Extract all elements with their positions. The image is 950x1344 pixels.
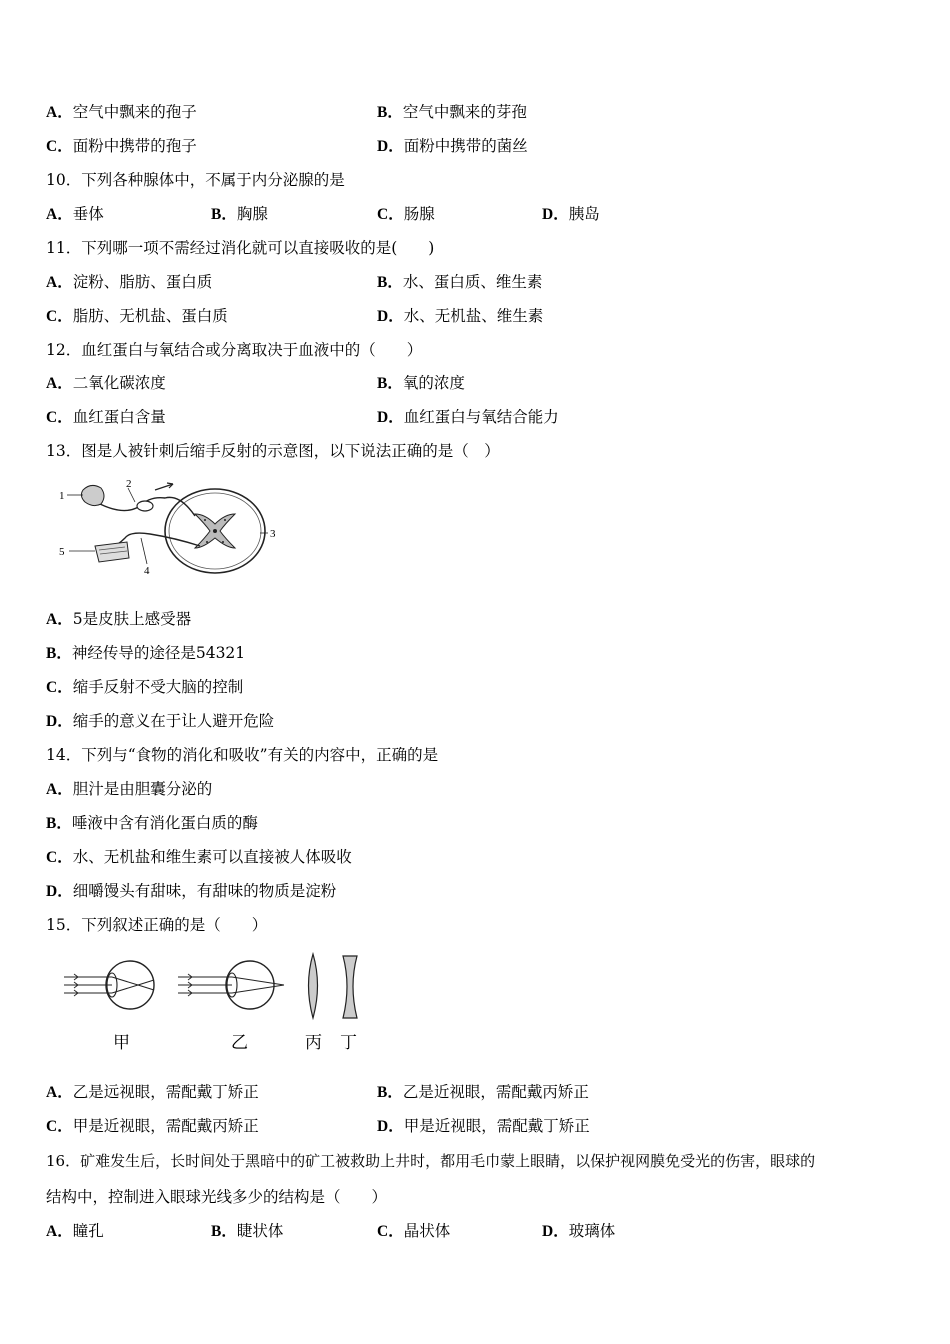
q16-option-b: B．睫状体 xyxy=(211,1222,284,1240)
convex-lens xyxy=(309,954,318,1018)
q16-option-d: D．玻璃体 xyxy=(542,1222,616,1240)
q10-option-a: A．垂体 xyxy=(46,205,104,223)
eye-label-jia: 甲 xyxy=(113,1033,130,1053)
q12-option-a: A．二氧化碳浓度 xyxy=(46,374,166,392)
q16-option-c: C．晶状体 xyxy=(377,1222,451,1240)
q13-option-d: D．缩手的意义在于让人避开危险 xyxy=(46,712,275,730)
q11-option-c: C．脂肪、无机盐、蛋白质 xyxy=(46,307,228,325)
q10-option-d: D．胰岛 xyxy=(542,205,600,223)
q14-option-b: B．唾液中含有消化蛋白质的酶 xyxy=(46,814,258,832)
q14-option-c: C．水、无机盐和维生素可以直接被人体吸收 xyxy=(46,848,352,866)
q13-option-a: A．5是皮肤上感受器 xyxy=(46,610,192,628)
q15-option-a: A．乙是远视眼，需配戴丁矫正 xyxy=(46,1083,259,1101)
q12-stem: 12．血红蛋白与氧结合或分离取决于血液中的（ ） xyxy=(46,341,423,359)
lens-label-bing: 丙 xyxy=(305,1033,322,1053)
q15-option-d: D．甲是近视眼，需配戴丁矫正 xyxy=(377,1117,590,1135)
q9-option-d: D．面粉中携带的菌丝 xyxy=(377,137,528,155)
reflex-arc-diagram xyxy=(55,476,280,576)
q15-stem: 15．下列叙述正确的是（ ） xyxy=(46,916,268,934)
lens-label-ding: 丁 xyxy=(340,1033,357,1053)
q11-option-d: D．水、无机盐、维生素 xyxy=(377,307,544,325)
q15-option-c: C．甲是近视眼，需配戴丙矫正 xyxy=(46,1117,259,1135)
q11-option-b: B．水、蛋白质、维生素 xyxy=(377,273,543,291)
reflex-label-4: 4 xyxy=(144,565,150,576)
eye-label-yi: 乙 xyxy=(231,1033,248,1053)
q10-option-b: B．胸腺 xyxy=(211,205,268,223)
q10-option-c: C．肠腺 xyxy=(377,205,435,223)
q14-option-a: A．胆汁是由胆囊分泌的 xyxy=(46,780,213,798)
q16-stem-line1: 16．矿难发生后，长时间处于黑暗中的矿工被救助上井时，都用毛巾蒙上眼睛，以保护视网膜免受光的伤害，眼球的 xyxy=(46,1152,816,1170)
q9-option-c: C．面粉中携带的孢子 xyxy=(46,137,197,155)
q11-option-a: A．淀粉、脂肪、蛋白质 xyxy=(46,273,213,291)
q10-stem: 10．下列各种腺体中，不属于内分泌腺的是 xyxy=(46,171,345,189)
reflex-label-1: 1 xyxy=(59,490,65,502)
q14-stem: 14．下列与“食物的消化和吸收”有关的内容中，正确的是 xyxy=(46,746,439,764)
reflex-label-3: 3 xyxy=(270,528,276,540)
q16-stem-line2: 结构中，控制进入眼球光线多少的结构是（ ） xyxy=(46,1188,388,1206)
q13-option-b: B．神经传导的途径是54321 xyxy=(46,644,246,662)
q12-option-c: C．血红蛋白含量 xyxy=(46,408,166,426)
eye-yi xyxy=(178,961,284,1009)
reflex-label-5: 5 xyxy=(59,546,65,558)
eye-jia xyxy=(64,961,154,1009)
concave-lens xyxy=(343,956,357,1018)
q15-option-b: B．乙是近视眼，需配戴丙矫正 xyxy=(377,1083,589,1101)
q14-option-d: D．细嚼馒头有甜味，有甜味的物质是淀粉 xyxy=(46,882,337,900)
q9-option-b: B．空气中飘来的芽孢 xyxy=(377,103,527,121)
q12-option-d: D．血红蛋白与氧结合能力 xyxy=(377,408,559,426)
eye-lens-diagram xyxy=(60,950,370,1050)
reflex-label-2: 2 xyxy=(126,478,132,490)
q16-option-a: A．瞳孔 xyxy=(46,1222,104,1240)
q11-stem: 11．下列哪一项不需经过消化就可以直接吸收的是( ) xyxy=(46,239,435,257)
q12-option-b: B．氧的浓度 xyxy=(377,374,465,392)
q13-option-c: C．缩手反射不受大脑的控制 xyxy=(46,678,244,696)
q9-option-a: A．空气中飘来的孢子 xyxy=(46,103,197,121)
q13-stem: 13．图是人被针刺后缩手反射的示意图，以下说法正确的是（ ） xyxy=(46,442,500,460)
